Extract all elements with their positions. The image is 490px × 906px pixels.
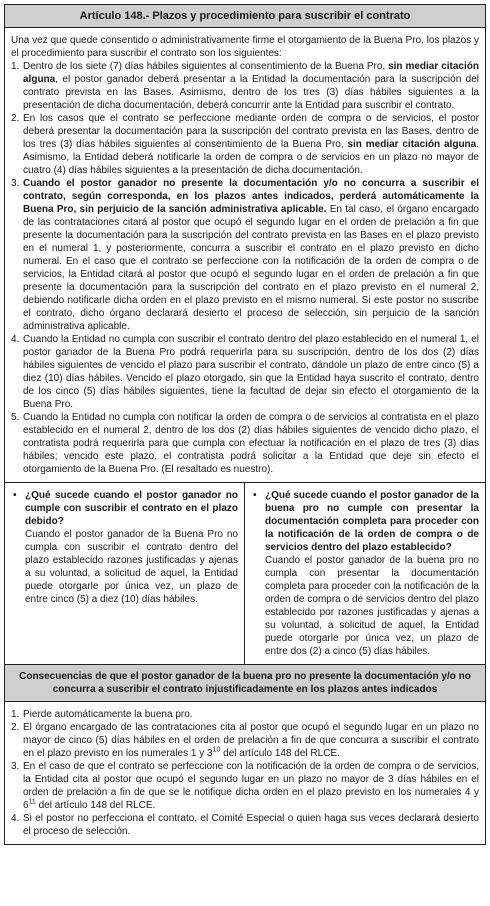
qa-column-left <box>5 483 245 664</box>
qa-section <box>5 482 485 664</box>
qa-column-right <box>245 483 485 664</box>
consequence-item: 3. En el caso de que el contrato se perfeccione con la notificación de la orden de compra o de servicios, la Entidad cita al postor que ocupó el segundo lugar en un plazo no mayor de 3 días hábiles en el orden de prelación a fin de que se le notifique dicha orden en el plazo previsto en los numerales 4 y $6^{11}$ del artículo 148 del RLCE. <box>11 761 479 811</box>
consequences-items <box>11 708 479 838</box>
consequences-title: Consecuencias de que el postor ganador de la buena pro no presente la documentación y/o no concurra a suscribir el contrato injustificadamente en los plazos antes indicados <box>5 665 485 702</box>
footnote-ref: 10 <box>212 746 221 754</box>
consequences-section <box>5 664 485 844</box>
consequence-item: 4. Si el postor no perfecciona el contrato, el Comité Especial o quien haga sus veces declarará desierto el proceso de selección. <box>11 813 479 837</box>
article-item: 4. Cuando la Entidad no cumpla con suscribir el contrato dentro del plazo establecido en el numeral 1, el postor ganador de la Buena Pro podrá requerirla para su suscripción, dentro de los dos (2) días hábiles siguientes de vencido el plazo para suscribir el contrato, dándole un plazo de entre cinco (5) a diez (10) días hábiles. Vencido el plazo otorgado, sin que la Entidad haya suscrito el contrato, dentro de los cinco (5) días hábiles siguientes, tiene la facultad de dejar sin efecto el otorgamiento de la Buena Pro. <box>11 334 479 410</box>
consequence-item: 1. Pierde automáticamente la buena pro. <box>11 709 193 720</box>
article-item: 3. Cuando el postor ganador no presente la documentación y/o no concurra a suscribir el contrato, según corresponda, en los plazos antes indicados, perderá automáticamente la Buena Pro, sin perjuicio de la sanción administrativa aplicable. En tal caso, el órgano encargado de las contrataciones citará al postor que ocupó el segundo lugar en el orden de prelación a fin que presente la documentación para la suscripción del contrato prevista en las Bases en el plazo previsto en el numeral 1, y posteriormente, concurra a suscribir el contrato en el plazo previsto en dicho numeral. En el caso que el contrato se perfeccione con la notificación de la orden de compra o de servicios, la Entidad citará al postor que ocupó el segundo lugar en el orden de prelación a fin que presente la documentación para la suscripción del contrato en el plazo previsto en el numeral 2, debiendo notificarle dicha orden en el plazo previsto en el mismo numeral. Si este postor no suscribe el contrato, dicho órgano declarará desierto el proceso de selección, sin perjuicio de la sanción administrativa aplicable. <box>11 178 479 332</box>
bullet-icon: • <box>253 490 257 501</box>
document-page <box>4 4 486 845</box>
article-item: 1. Dentro de los siete (7) días hábiles siguientes al consentimiento de la Buena Pro, sin mediar citación alguna, el postor ganador deberá presentar a la Entidad la documentación para la suscripción del contrato prevista en las Bases. Asimismo, dentro de los tres (3) días hábiles siguientes a la presentación de dicha documentación, deberá concurrir ante la Entidad para suscribir el contrato. <box>11 61 479 111</box>
qa-answer: Cuando el postor ganador de la buena pro no cumpla con presentar la documentación completa para proceder con la notificación de la orden de compra o de servicios dentro del plazo establecido por razones justificadas y ajenas a su voluntad, a solicitud de aquel, la Entidad puede otorgarle por única vez, un plazo de entre dos (2) a cinco (5) días hábiles. <box>265 555 479 657</box>
article-items <box>11 60 479 476</box>
article-item: 2. En los casos que el contrato se perfeccione mediante orden de compra o de servicios, el postor deberá presentar la documentación para la suscripción del contrato prevista en las Bases, dentro de los tres (3) días hábiles siguientes al consentimiento de la Buena Pro, sin mediar citación alguna. Asimismo, la Entidad deberá notificarle la orden de compra o de servicios en un plazo no mayor de cuatro (4) días hábiles siguientes a la presentación de dicha documentación. <box>11 113 479 176</box>
qa-answer: Cuando el postor ganador de la Buena Pro no cumpla con suscribir el contrato dentro del plazo establecido razones justificadas y ajenas a su voluntad, a solicitud de aquel, la Entidad puede otorgarle por única vez, un plazo de entre cinco (5) a diez (10) días hábiles. <box>25 529 238 605</box>
qa-question: • ¿Qué sucede cuando el postor ganador no cumple con suscribir el contrato en el plazo debido? <box>13 490 238 527</box>
qa-question: • ¿Qué sucede cuando el postor ganador de la buena pro no cumple con presentar la documentación completa para proceder con la notificación de la orden de compra o de servicios dentro del plazo establecido? <box>253 490 479 553</box>
article-intro: Una vez que quede consentido o administrativamente firme el otorgamiento de la Buena Pro, los plazos y el procedimiento para suscribir el contrato son los siguientes: <box>11 35 479 59</box>
consequences-body <box>5 702 485 844</box>
bullet-icon: • <box>13 490 17 501</box>
article-body <box>5 28 485 482</box>
footnote-ref: 11 <box>28 798 36 806</box>
article-title: Artículo 148.- Plazos y procedimiento para suscribir el contrato <box>5 5 485 28</box>
consequence-item: 2. El órgano encargado de las contrataciones cita al postor que ocupó el segundo lugar en un plazo no mayor de cinco (5) días hábiles en el orden de prelación a fin de que concurra a suscribir el contrato en el plazo previsto en los numerales 1 y $3^{10}$ del artículo 148 del RLCE. <box>11 722 479 759</box>
article-item: 5. Cuando la Entidad no cumpla con notificar la orden de compra o de servicios al contratista en el plazo establecido en el numeral 2, dentro de los dos (2) días hábiles siguientes de vencido dicho plazo, el contratista podrá requerirla para que cumpla con efectuar la notificación en el plazo de tres (3) días hábiles; vencido este plazo, el contratista podrá solicitar a la Entidad que deje sin efecto el otorgamiento de la Buena Pro. (El resaltado es nuestro). <box>11 412 479 475</box>
